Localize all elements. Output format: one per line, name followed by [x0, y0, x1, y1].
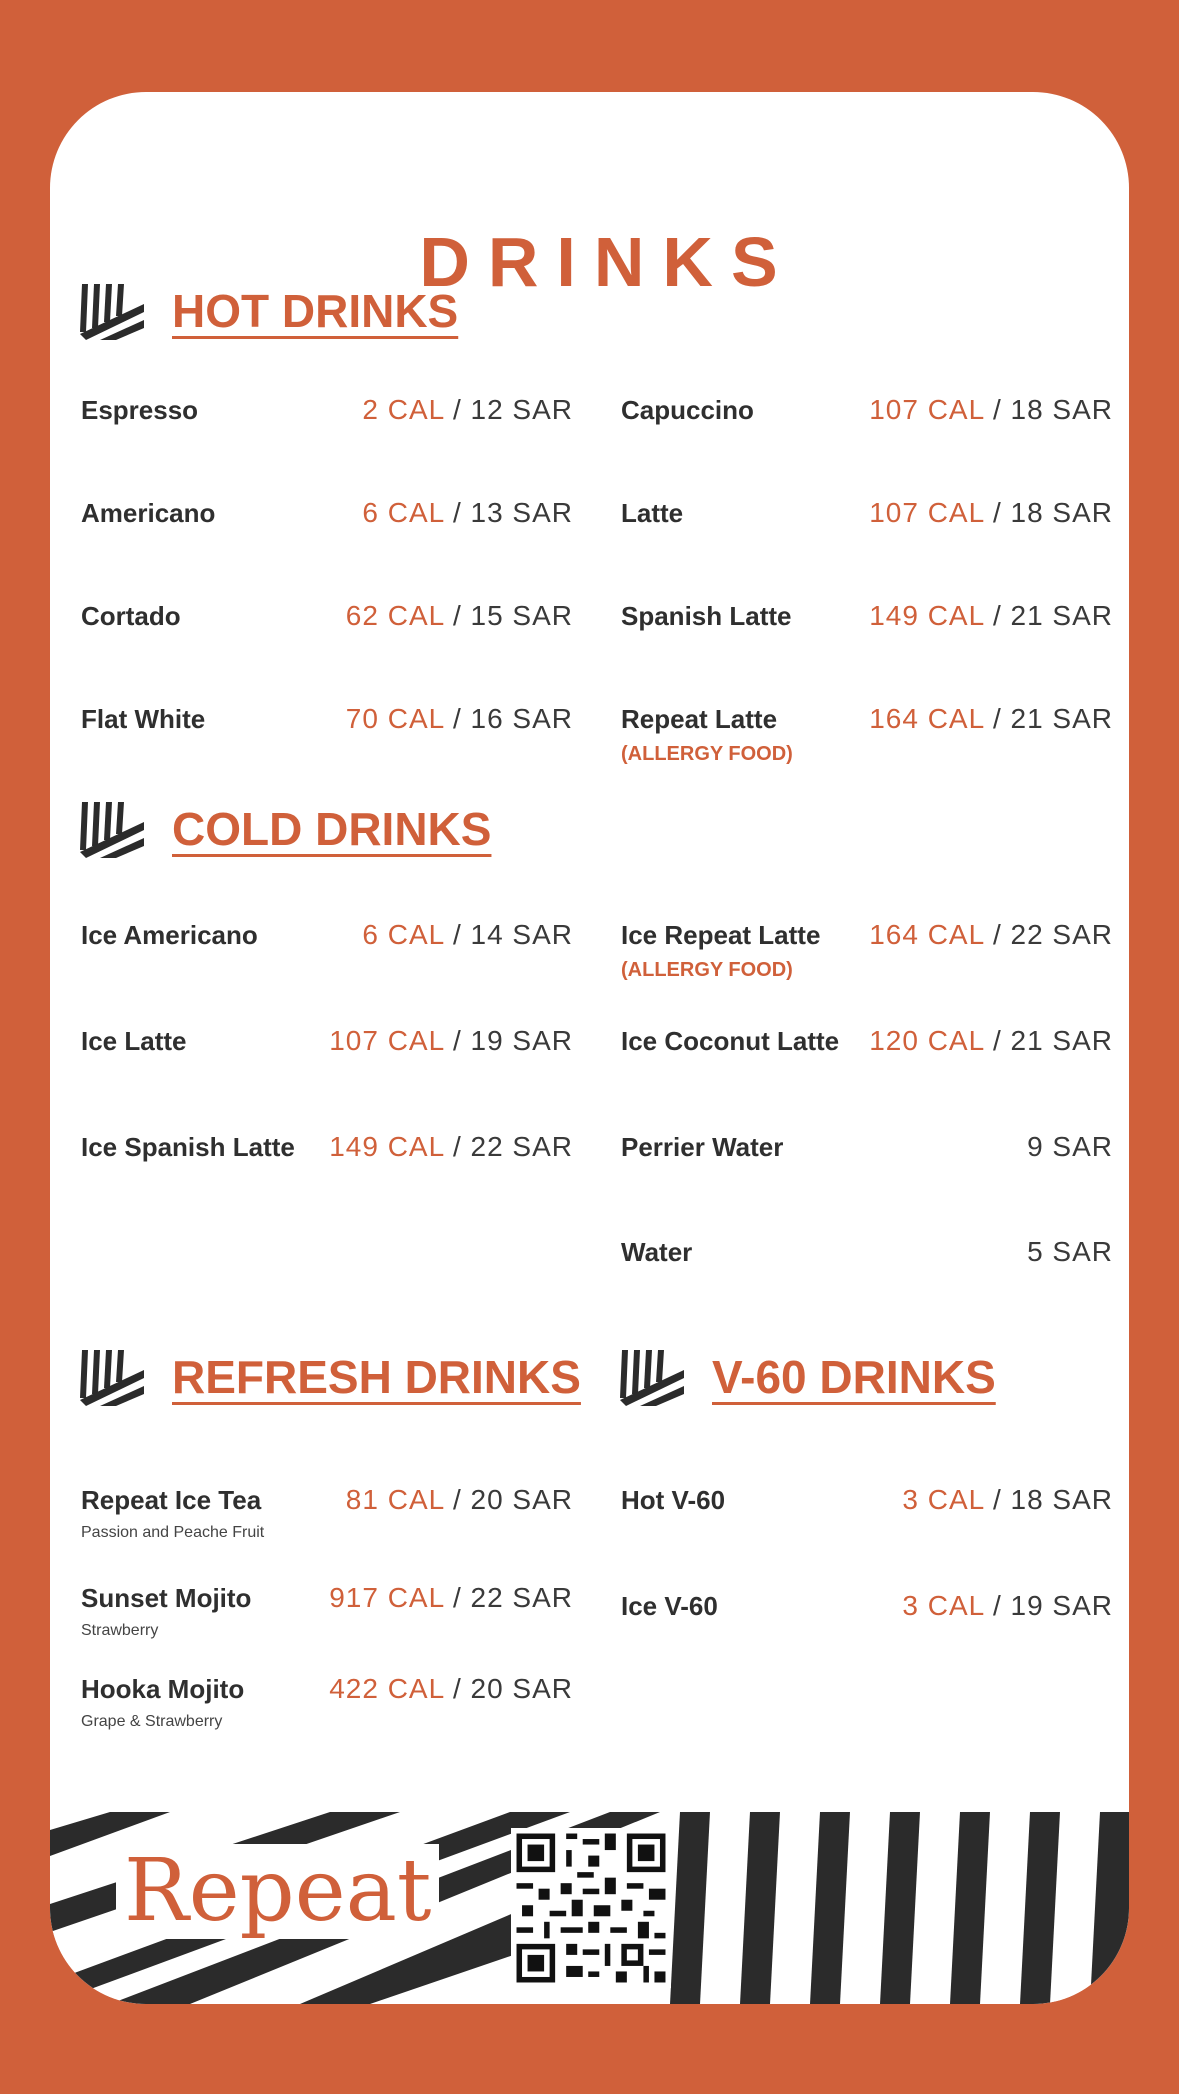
item-name: Water [621, 1237, 693, 1267]
item-price [329, 1025, 573, 1057]
price-separator: / [452, 394, 462, 425]
item-price [329, 1673, 573, 1705]
menu-item-hooka-mojito [81, 1673, 573, 1731]
item-name: Hooka Mojito [81, 1674, 245, 1704]
price-separator: / [452, 919, 462, 950]
price-separator: / [452, 497, 462, 528]
item-price [869, 394, 1113, 426]
item-cost: 19 SAR [1010, 1590, 1113, 1621]
menu-item-repeat-latte [621, 703, 1113, 766]
stripes-icon [80, 1348, 144, 1406]
item-calories: 6 CAL [362, 919, 445, 950]
section-title-refresh: REFRESH DRINKS [172, 1351, 581, 1403]
item-calories: 149 CAL [329, 1131, 445, 1162]
section-title-cold: COLD DRINKS [172, 803, 492, 855]
price-separator: / [452, 703, 462, 734]
item-cost: 5 SAR [1027, 1236, 1113, 1267]
item-calories: 3 CAL [902, 1590, 985, 1621]
price-separator: / [992, 394, 1002, 425]
item-calories: 107 CAL [869, 394, 985, 425]
menu-item-flat-white [81, 703, 573, 735]
item-name: Hot V-60 [621, 1485, 726, 1515]
section-title-hot: HOT DRINKS [172, 285, 459, 337]
item-price [362, 497, 573, 529]
qr-code[interactable] [511, 1828, 671, 1988]
item-name: Spanish Latte [621, 601, 792, 631]
menu-item-ice-latte [81, 1025, 573, 1057]
price-separator: / [452, 1582, 462, 1613]
menu-item-ice-spanish-latte [81, 1131, 573, 1163]
menu-item-repeat-ice-tea [81, 1484, 573, 1542]
item-calories: 81 CAL [345, 1484, 445, 1515]
item-price [869, 919, 1113, 951]
item-price [362, 394, 573, 426]
item-name: Ice Spanish Latte [81, 1132, 295, 1162]
item-name: Ice Repeat Latte [621, 920, 821, 950]
item-name: Perrier Water [621, 1132, 784, 1162]
price-separator: / [992, 497, 1002, 528]
price-separator: / [992, 703, 1002, 734]
item-calories: 6 CAL [362, 497, 445, 528]
item-price [329, 1131, 573, 1163]
item-cost: 13 SAR [470, 497, 573, 528]
item-name: Ice Latte [81, 1026, 187, 1056]
item-calories: 107 CAL [869, 497, 985, 528]
item-cost: 19 SAR [470, 1025, 573, 1056]
page-title: DRINKS [419, 223, 796, 301]
stripes-icon [620, 1348, 684, 1406]
item-cost: 22 SAR [1010, 919, 1113, 950]
item-cost: 9 SAR [1027, 1131, 1113, 1162]
item-cost: 22 SAR [470, 1582, 573, 1613]
menu-item-water [621, 1236, 1113, 1268]
brand-logo: Repeat [116, 1844, 439, 1939]
item-price [869, 497, 1113, 529]
item-calories: 149 CAL [869, 600, 985, 631]
item-name: Ice Coconut Latte [621, 1026, 840, 1056]
qr-code-icon [511, 1828, 671, 1988]
item-cost: 20 SAR [470, 1484, 573, 1515]
item-calories: 917 CAL [329, 1582, 445, 1613]
item-cost: 20 SAR [470, 1673, 573, 1704]
section-header-v60 [620, 1348, 996, 1406]
section-header-refresh [80, 1348, 581, 1406]
menu-item-capuccino [621, 394, 1113, 426]
price-separator: / [452, 1484, 462, 1515]
menu-item-ice-v60 [621, 1590, 1113, 1622]
item-cost: 14 SAR [470, 919, 573, 950]
section-header-cold [80, 800, 491, 858]
menu-item-espresso [81, 394, 573, 426]
item-cost: 18 SAR [1010, 394, 1113, 425]
item-name: Capuccino [621, 395, 754, 425]
item-name: Latte [621, 498, 684, 528]
section-title-v60: V-60 DRINKS [712, 1351, 996, 1403]
stripes-icon [80, 800, 144, 858]
item-calories: 62 CAL [345, 600, 445, 631]
item-name: Flat White [81, 704, 206, 734]
allergy-note: (ALLERGY FOOD) [621, 743, 793, 765]
menu-item-ice-repeat-latte [621, 919, 1113, 982]
item-cost: 18 SAR [1010, 497, 1113, 528]
price-separator: / [452, 1025, 462, 1056]
item-calories: 164 CAL [869, 919, 985, 950]
section-header-hot [80, 282, 458, 340]
menu-item-hot-v60 [621, 1484, 1113, 1516]
price-separator: / [452, 1673, 462, 1704]
stripes-icon [80, 282, 144, 340]
item-cost: 12 SAR [470, 394, 573, 425]
item-description: Grape & Strawberry [81, 1713, 223, 1730]
allergy-note: (ALLERGY FOOD) [621, 959, 793, 981]
price-separator: / [992, 919, 1002, 950]
item-name: Americano [81, 498, 216, 528]
item-description: Strawberry [81, 1622, 159, 1639]
item-name: Espresso [81, 395, 199, 425]
item-cost: 21 SAR [1010, 703, 1113, 734]
price-separator: / [992, 1484, 1002, 1515]
item-calories: 107 CAL [329, 1025, 445, 1056]
item-name: Ice Americano [81, 920, 258, 950]
item-cost: 16 SAR [470, 703, 573, 734]
price-separator: / [992, 1025, 1002, 1056]
item-calories: 2 CAL [362, 394, 445, 425]
item-price [902, 1590, 1113, 1622]
menu-item-americano [81, 497, 573, 529]
item-price [869, 600, 1113, 632]
item-price [346, 703, 573, 735]
price-separator: / [992, 1590, 1002, 1621]
item-price [346, 1484, 573, 1516]
item-price [1027, 1236, 1113, 1268]
item-price [329, 1582, 573, 1614]
item-price [362, 919, 573, 951]
item-description: Passion and Peache Fruit [81, 1524, 265, 1541]
item-price [869, 703, 1113, 735]
item-name: Repeat Latte [621, 704, 778, 734]
item-name: Ice V-60 [621, 1591, 718, 1621]
item-name: Cortado [81, 601, 181, 631]
item-cost: 18 SAR [1010, 1484, 1113, 1515]
item-cost: 21 SAR [1010, 1025, 1113, 1056]
item-price [869, 1025, 1113, 1057]
item-price [346, 600, 573, 632]
item-calories: 70 CAL [345, 703, 445, 734]
menu-item-cortado [81, 600, 573, 632]
menu-card [50, 92, 1129, 2004]
menu-item-ice-coconut-latte [621, 1025, 1113, 1057]
item-calories: 164 CAL [869, 703, 985, 734]
price-separator: / [992, 600, 1002, 631]
item-calories: 422 CAL [329, 1673, 445, 1704]
item-cost: 15 SAR [470, 600, 573, 631]
price-separator: / [452, 600, 462, 631]
item-calories: 3 CAL [902, 1484, 985, 1515]
item-price [902, 1484, 1113, 1516]
menu-item-latte [621, 497, 1113, 529]
item-name: Repeat Ice Tea [81, 1485, 262, 1515]
menu-item-perrier-water [621, 1131, 1113, 1163]
item-name: Sunset Mojito [81, 1583, 252, 1613]
menu-item-ice-americano [81, 919, 573, 951]
item-calories: 120 CAL [869, 1025, 985, 1056]
footer-stripes [50, 1812, 1129, 2004]
item-cost: 22 SAR [470, 1131, 573, 1162]
menu-item-spanish-latte [621, 600, 1113, 632]
menu-item-sunset-mojito [81, 1582, 573, 1640]
price-separator: / [452, 1131, 462, 1162]
item-price [1027, 1131, 1113, 1163]
item-cost: 21 SAR [1010, 600, 1113, 631]
